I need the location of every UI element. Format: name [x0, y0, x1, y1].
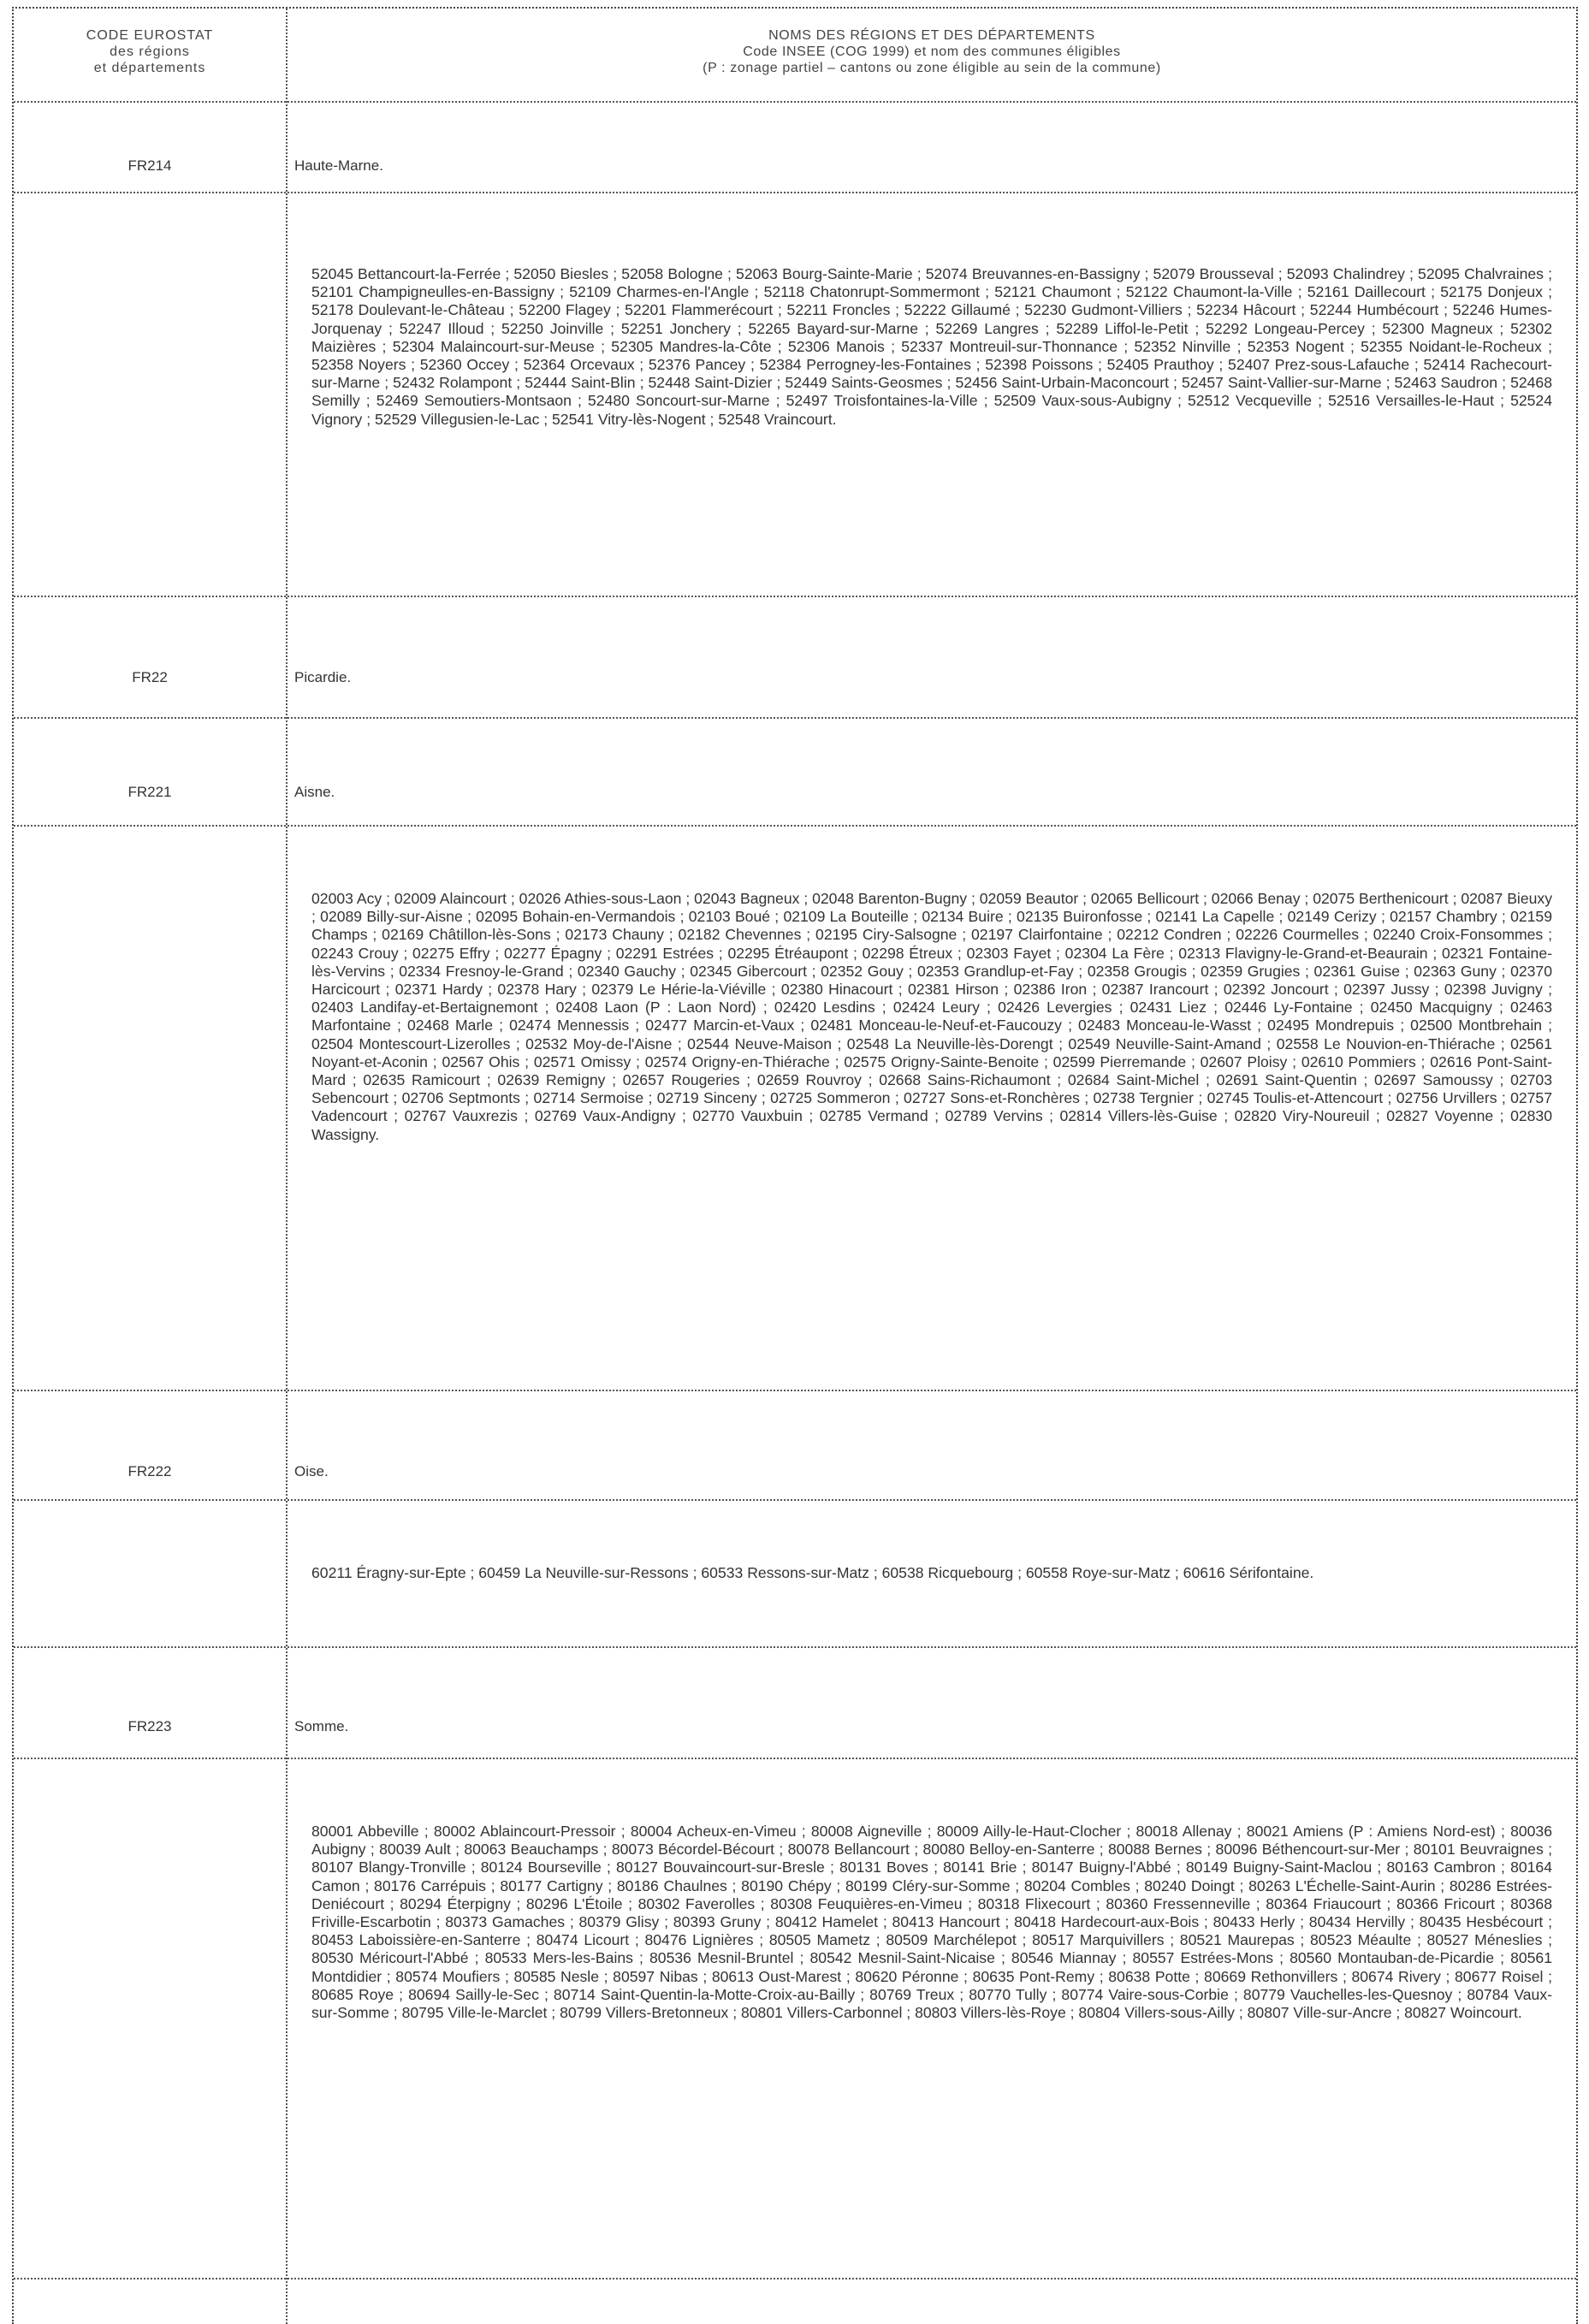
row-name-fr221: Aisne.	[294, 784, 335, 800]
communes-list-fr222: 60211 Éragny-sur-Epte ; 60459 La Neuville-sur-Ressons ; 60533 Ressons-sur-Matz ; 60538 Ricquebourg ; 60558 Roye-sur-Matz ; 60616 Sérifontaine.	[311, 1564, 1314, 1581]
row-name-fr214: Haute-Marne.	[294, 157, 383, 174]
row-divider	[14, 596, 1576, 597]
row-code-fr22: FR22	[132, 669, 168, 685]
eligibility-table	[12, 7, 1578, 2324]
row-code-fr214: FR214	[127, 157, 172, 174]
row-divider	[14, 1758, 1576, 1759]
row-divider	[14, 192, 1576, 193]
row-divider	[14, 1646, 1576, 1648]
row-divider	[14, 717, 1576, 719]
row-divider	[14, 101, 1576, 103]
row-divider	[14, 1390, 1576, 1391]
row-divider	[14, 1499, 1576, 1501]
row-code-fr222: FR222	[127, 1463, 172, 1479]
row-code-fr221: FR221	[127, 784, 172, 800]
header-code-eurostat: CODE EUROSTAT des régions et départements	[86, 28, 214, 75]
row-divider	[14, 2278, 1576, 2280]
row-name-fr222: Oise.	[294, 1463, 329, 1479]
column-divider	[286, 9, 288, 2324]
communes-list-fr223: 80001 Abbeville ; 80002 Ablaincourt-Pressoir ; 80004 Acheux-en-Vimeu ; 80008 Aigneville ; 80009 Ailly-le-Haut-Clocher ; 80018 Allenay ; 80021 Amiens (P : Amiens Nord-est) ; 80036 Aubigny ; 80039 Ault ; 80063 Beauchamps ; 80073 Bécordel-Bécourt ; 80078 Bellancourt ; 80080 Belloy-en-Santerre ; 80088 Bernes ; 80096 Béthencourt-sur-Mer ; 80101 Beuvraignes ; 80107 Blangy-Tronville ; 80124 Bourseville ; 80127 Bouvaincourt-sur-Bresle ; 80131 Boves ; 80141 Brie ; 80147 Buigny-l'Abbé ; 80149 Buigny-Saint-Maclou ; 80163 Cambron ; 80164 Camon ; 80176 Carrépuis ; 80177 Cartigny ; 80186 Chaulnes ; 80190 Chépy ; 80199 Cléry-sur-Somme ; 80204 Combles ; 80240 Doingt ; 80263 L'Échelle-Saint-Aurin ; 80286 Estrées-Deniécourt ; 80294 Éterpigny ; 80296 L'Étoile ; 80302 Faverolles ; 80308 Feuquières-en-Vimeu ; 80318 Flixecourt ; 80360 Fressenneville ; 80364 Friaucourt ; 80366 Fricourt ; 80368 Friville-Escarbotin ; 80373 Gamaches ; 80379 Glisy ; 80393 Gruny ; 80412 Hamelet ; 80413 Hancourt ; 80418 Hardecourt-aux-Bois ; 80433 Herly ; 80434 Hervilly ; 80435 Hesbécourt ; 80453 Laboissière-en-Santerre ; 80474 Licourt ; 80476 Lignières ; 80505 Mametz ; 80509 Marchélepot ; 80517 Marquivillers ; 80521 Maurepas ; 80523 Méaulte ; 80527 Méneslies ; 80530 Méricourt-l'Abbé ; 80533 Mers-les-Bains ; 80536 Mesnil-Bruntel ; 80542 Mesnil-Saint-Nicaise ; 80546 Miannay ; 80557 Estrées-Mons ; 80560 Montauban-de-Picardie ; 80561 Montdidier ; 80574 Moufiers ; 80585 Nesle ; 80597 Nibas ; 80613 Oust-Marest ; 80620 Péronne ; 80635 Pont-Remy ; 80638 Potte ; 80669 Rethonvillers ; 80674 Rivery ; 80677 Roisel ; 80685 Roye ; 80694 Sailly-le-Sec ; 80714 Saint-Quentin-la-Motte-Croix-au-Bailly ; 80769 Treux ; 80770 Tully ; 80774 Vaire-sous-Corbie ; 80779 Vauchelles-les-Quesnoy ; 80784 Vaux-sur-Somme ; 80795 Ville-le-Marclet ; 80799 Villers-Bretonneux ; 80801 Villers-Carbonnel ; 80803 Villers-lès-Roye ; 80804 Villers-sous-Ailly ; 80807 Ville-sur-Ancre ; 80827 Woincourt.	[311, 1823, 1552, 2022]
communes-list-fr221: 02003 Acy ; 02009 Alaincourt ; 02026 Athies-sous-Laon ; 02043 Bagneux ; 02048 Barenton-Bugny ; 02059 Beautor ; 02065 Bellicourt ; 02066 Benay ; 02075 Berthenicourt ; 02087 Bieuxy ; 02089 Billy-sur-Aisne ; 02095 Bohain-en-Vermandois ; 02103 Boué ; 02109 La Bouteille ; 02134 Buire ; 02135 Buironfosse ; 02141 La Capelle ; 02149 Cerizy ; 02157 Chambry ; 02159 Champs ; 02169 Châtillon-lès-Sons ; 02173 Chauny ; 02182 Chevennes ; 02195 Ciry-Salsogne ; 02197 Clairfontaine ; 02212 Condren ; 02226 Courmelles ; 02240 Croix-Fonsommes ; 02243 Crouy ; 02275 Effry ; 02277 Épagny ; 02291 Estrées ; 02295 Étréaupont ; 02298 Étreux ; 02303 Fayet ; 02304 La Fère ; 02313 Flavigny-le-Grand-et-Beaurain ; 02321 Fontaine-lès-Vervins ; 02334 Fresnoy-le-Grand ; 02340 Gauchy ; 02345 Gibercourt ; 02352 Gouy ; 02353 Grandlup-et-Fay ; 02358 Grougis ; 02359 Grugies ; 02361 Guise ; 02363 Guny ; 02370 Harcicourt ; 02371 Hardy ; 02378 Hary ; 02379 Le Hérie-la-Viéville ; 02380 Hinacourt ; 02381 Hirson ; 02386 Iron ; 02387 Irancourt ; 02392 Joncourt ; 02397 Jussy ; 02398 Juvigny ; 02403 Landifay-et-Bertaignemont ; 02408 Laon (P : Laon Nord) ; 02420 Lesdins ; 02424 Leury ; 02426 Levergies ; 02431 Liez ; 02446 Ly-Fontaine ; 02450 Macquigny ; 02463 Marfontaine ; 02468 Marle ; 02474 Mennessis ; 02477 Marcin-et-Vaux ; 02481 Monceau-le-Neuf-et-Faucouzy ; 02483 Monceau-le-Wasst ; 02495 Mondrepuis ; 02500 Montbrehain ; 02504 Montescourt-Lizerolles ; 02532 Moy-de-l'Aisne ; 02544 Neuve-Maison ; 02548 La Neuville-lès-Dorengt ; 02549 Neuville-Saint-Amand ; 02558 Le Nouvion-en-Thiérache ; 02561 Noyant-et-Aconin ; 02567 Ohis ; 02571 Omissy ; 02574 Origny-en-Thiérache ; 02575 Origny-Sainte-Benoite ; 02599 Pierremande ; 02607 Ploisy ; 02610 Pommiers ; 02616 Pont-Saint-Mard ; 02635 Ramicourt ; 02639 Remigny ; 02657 Rougeries ; 02659 Rouvroy ; 02668 Sains-Richaumont ; 02684 Saint-Michel ; 02691 Saint-Quentin ; 02697 Samoussy ; 02703 Sebencourt ; 02706 Septmonts ; 02714 Sermoise ; 02719 Sinceny ; 02725 Sommeron ; 02727 Sons-et-Ronchères ; 02738 Tergnier ; 02745 Toulis-et-Attencourt ; 02756 Urvillers ; 02757 Vadencourt ; 02767 Vauxrezis ; 02769 Vaux-Andigny ; 02770 Vauxbuin ; 02785 Vermand ; 02789 Vervins ; 02814 Villers-lès-Guise ; 02820 Viry-Noureuil ; 02827 Voyenne ; 02830 Wassigny.	[311, 890, 1552, 1143]
row-code-fr223: FR223	[127, 1718, 172, 1734]
row-divider	[14, 825, 1576, 827]
header-region-names: NOMS DES RÉGIONS ET DES DÉPARTEMENTS Code INSEE (COG 1999) et nom des communes éligibles (P : zonage partiel – cantons ou zone éligible au sein de la commune)	[703, 28, 1161, 75]
row-name-fr223: Somme.	[294, 1718, 349, 1734]
communes-list-fr214: 52045 Bettancourt-la-Ferrée ; 52050 Biesles ; 52058 Bologne ; 52063 Bourg-Sainte-Marie ; 52074 Breuvannes-en-Bassigny ; 52079 Brousseval ; 52093 Chalindrey ; 52095 Chalvraines ; 52101 Champigneulles-en-Bassigny ; 52109 Charmes-en-l'Angle ; 52118 Chatonrupt-Sommermont ; 52121 Chaumont ; 52122 Chaumont-la-Ville ; 52161 Daillecourt ; 52175 Donjeux ; 52178 Doulevant-le-Château ; 52200 Flagey ; 52201 Flammerécourt ; 52211 Froncles ; 52222 Gillaumé ; 52230 Gudmont-Villiers ; 52234 Hâcourt ; 52244 Humbécourt ; 52246 Humes-Jorquenay ; 52247 Illoud ; 52250 Joinville ; 52251 Jonchery ; 52265 Bayard-sur-Marne ; 52269 Langres ; 52289 Liffol-le-Petit ; 52292 Longeau-Percey ; 52300 Magneux ; 52302 Maizières ; 52304 Malaincourt-sur-Meuse ; 52305 Mandres-la-Côte ; 52306 Manois ; 52337 Montreuil-sur-Thonnance ; 52352 Ninville ; 52353 Nogent ; 52355 Noidant-le-Rocheux ; 52358 Noyers ; 52360 Occey ; 52364 Orcevaux ; 52376 Pancey ; 52384 Perrogney-les-Fontaines ; 52398 Poissons ; 52405 Prauthoy ; 52407 Prez-sous-Lafauche ; 52414 Rachecourt-sur-Marne ; 52432 Rolampont ; 52444 Saint-Blin ; 52448 Saint-Dizier ; 52449 Saints-Geosmes ; 52456 Saint-Urbain-Maconcourt ; 52457 Saint-Vallier-sur-Marne ; 52463 Saudron ; 52468 Semilly ; 52469 Semoutiers-Montsaon ; 52480 Soncourt-sur-Marne ; 52497 Troisfontaines-la-Ville ; 52509 Vaux-sous-Aubigny ; 52512 Vecqueville ; 52516 Versailles-le-Haut ; 52524 Vignory ; 52529 Villegusien-le-Lac ; 52541 Vitry-lès-Nogent ; 52548 Vraincourt.	[311, 265, 1552, 428]
row-name-fr22: Picardie.	[294, 669, 352, 685]
